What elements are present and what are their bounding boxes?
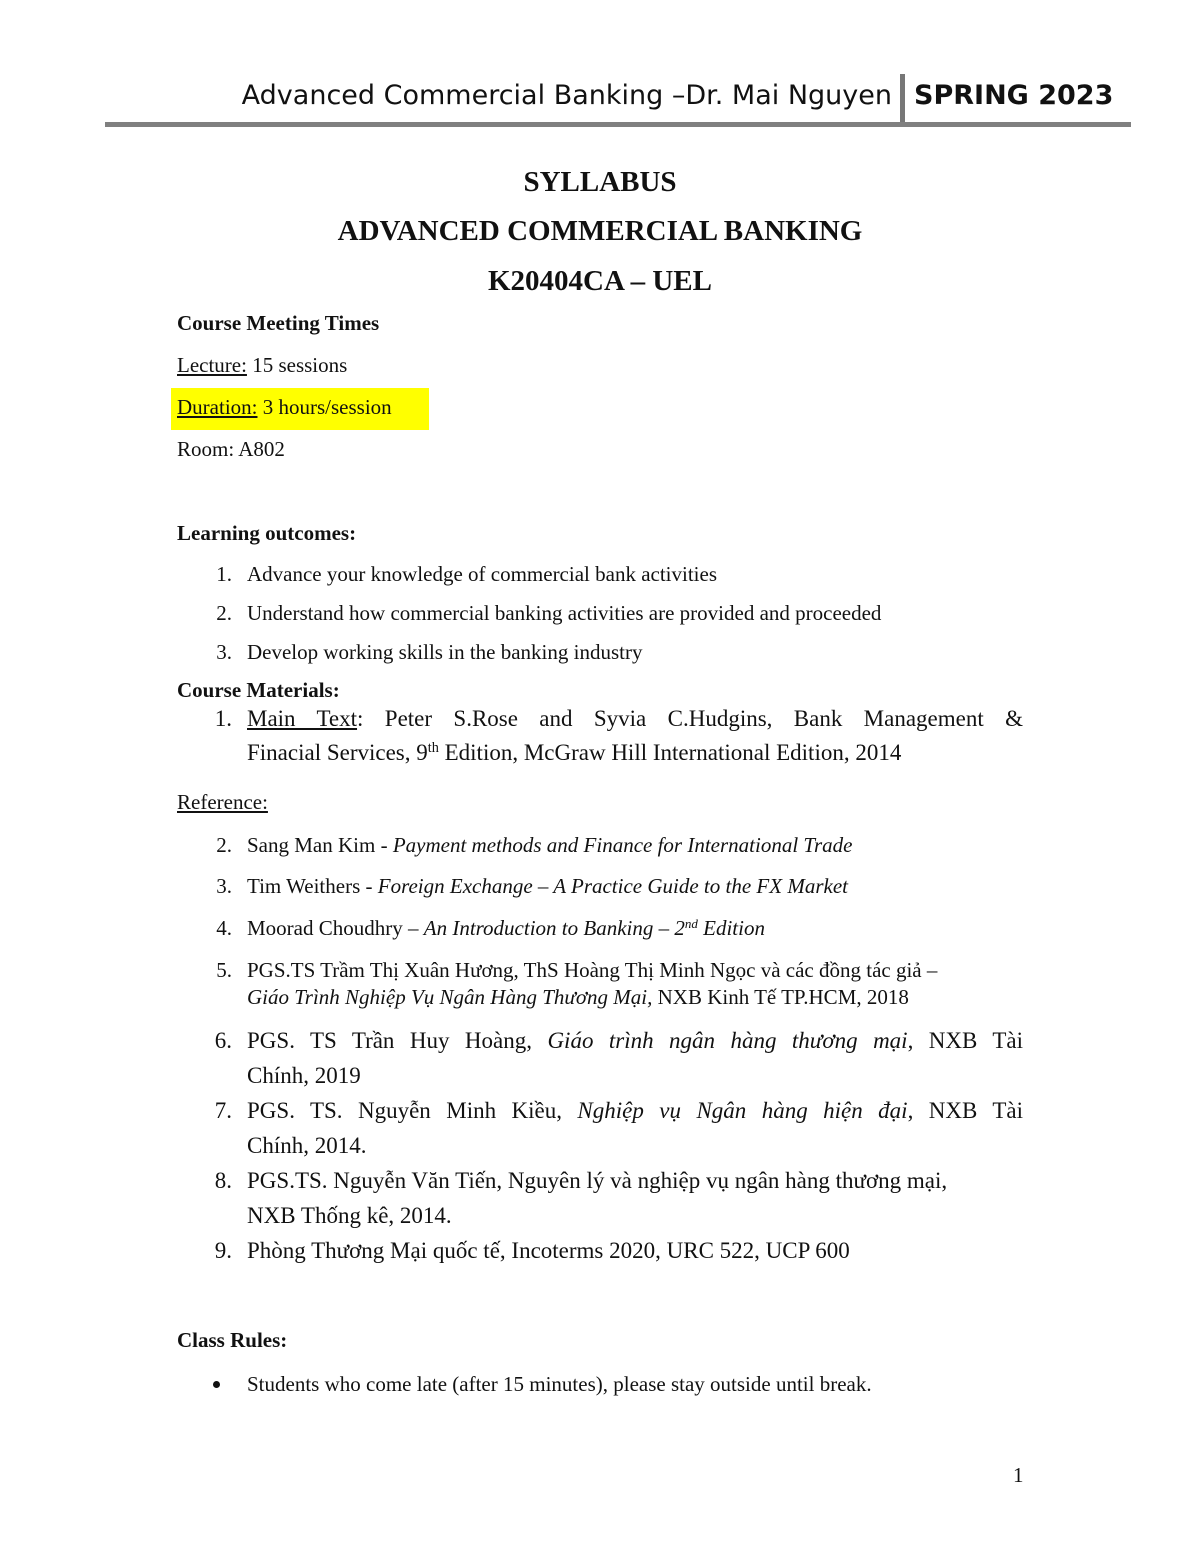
reference-number: 3. — [216, 874, 232, 898]
reference-title: Payment methods and Finance for International Trade — [392, 833, 853, 857]
edition-superscript: th — [427, 740, 439, 757]
reference-item-line1 — [247, 1098, 1023, 1124]
reference-title: Nghiệp vụ Ngân hàng hiện đại — [577, 1098, 908, 1123]
main-text-line2 — [247, 740, 901, 766]
edition-superscript: nd — [684, 915, 698, 931]
reference-number: 7. — [214, 1098, 232, 1123]
page-number: 1 — [1013, 1463, 1024, 1487]
duration-label: Duration: — [177, 395, 258, 419]
duration-line — [177, 395, 392, 420]
reference-number: 9. — [214, 1238, 232, 1263]
rule-item: Students who come late (after 15 minutes), please stay outside until break. — [247, 1372, 872, 1396]
duration-value: 3 hours/session — [257, 395, 392, 419]
outcomes-heading: Learning outcomes: — [177, 521, 357, 545]
reference-publisher: NXB Kinh Tế TP.HCM, 2018 — [652, 985, 909, 1009]
reference-item-line1 — [247, 1028, 1023, 1054]
rules-heading: Class Rules: — [177, 1328, 288, 1352]
header-separator — [900, 74, 905, 124]
reference-item-line2 — [247, 985, 909, 1010]
reference-item: Phòng Thương Mại quốc tế, Incoterms 2020, URC 522, UCP 600 — [247, 1238, 850, 1263]
reference-item-line2: Chính, 2014. — [247, 1133, 367, 1158]
reference-title: Giáo trình ngân hàng thương mại — [547, 1028, 908, 1053]
bullet-icon — [213, 1381, 220, 1388]
reference-item — [247, 874, 848, 899]
meeting-heading: Course Meeting Times — [177, 311, 380, 335]
lecture-value: 15 sessions — [246, 353, 348, 377]
main-text-rest: : Peter S.Rose and Syvia C.Hudgins, Bank Management & — [357, 706, 1023, 731]
title-course-name: ADVANCED COMMERCIAL BANKING — [337, 215, 863, 247]
outcome-item: Advance your knowledge of commercial bank activities — [247, 562, 717, 586]
main-text-part: Edition, McGraw Hill International Edition, 2014 — [438, 740, 902, 765]
reference-item — [247, 916, 765, 941]
reference-title-tail: Edition — [697, 916, 765, 940]
reference-item-line2: Chính, 2019 — [247, 1063, 361, 1088]
reference-author: Tim Weithers - — [247, 874, 378, 898]
materials-heading: Course Materials: — [177, 678, 340, 702]
reference-number: 8. — [214, 1168, 232, 1193]
reference-publisher: , NXB Tài — [907, 1028, 1023, 1053]
header-course-instructor: Advanced Commercial Banking –Dr. Mai Nguyen — [241, 80, 892, 111]
header-rule — [105, 122, 1131, 127]
reference-item-line2: NXB Thống kê, 2014. — [247, 1203, 452, 1228]
reference-author: PGS. TS Trần Huy Hoàng, — [247, 1028, 548, 1053]
main-text-line1 — [247, 706, 1023, 732]
outcome-number: 2. — [216, 601, 232, 625]
outcome-item: Develop working skills in the banking industry — [247, 640, 643, 664]
outcome-number: 3. — [216, 640, 232, 664]
reference-heading: Reference: — [177, 790, 268, 814]
reference-number: 6. — [214, 1028, 232, 1053]
lecture-label: Lecture: — [177, 353, 247, 377]
reference-title: Giáo Trình Nghiệp Vụ Ngân Hàng Thương Mại, — [247, 985, 653, 1009]
reference-title: Foreign Exchange – A Practice Guide to the FX Market — [377, 874, 848, 898]
reference-author: Moorad Choudhry – — [247, 916, 424, 940]
material-number: 1. — [214, 706, 232, 731]
lecture-line — [177, 353, 347, 378]
outcome-item: Understand how commercial banking activities are provided and proceeded — [247, 601, 882, 625]
reference-publisher: , NXB Tài — [907, 1098, 1023, 1123]
reference-number: 2. — [216, 833, 232, 857]
reference-author: Sang Man Kim - — [247, 833, 393, 857]
title-syllabus: SYLLABUS — [523, 166, 677, 198]
main-text-part: Finacial Services, 9 — [247, 740, 428, 765]
header-term: SPRING 2023 — [914, 80, 1114, 111]
main-text-label: Main Text — [247, 706, 358, 731]
reference-number: 4. — [216, 916, 232, 940]
reference-item — [247, 833, 852, 858]
title-course-code: K20404CA – UEL — [488, 265, 712, 297]
outcome-number: 1. — [216, 562, 232, 586]
reference-title: An Introduction to Banking – 2 — [423, 916, 685, 940]
reference-item-line1: PGS.TS. Nguyễn Văn Tiến, Nguyên lý và nghiệp vụ ngân hàng thương mại, — [247, 1168, 948, 1193]
reference-number: 5. — [216, 958, 232, 982]
room-line: Room: A802 — [177, 437, 285, 461]
reference-author: PGS. TS. Nguyễn Minh Kiều, — [247, 1098, 578, 1123]
reference-item-line1: PGS.TS Trầm Thị Xuân Hương, ThS Hoàng Thị Minh Ngọc và các đồng tác giả – — [247, 958, 938, 982]
